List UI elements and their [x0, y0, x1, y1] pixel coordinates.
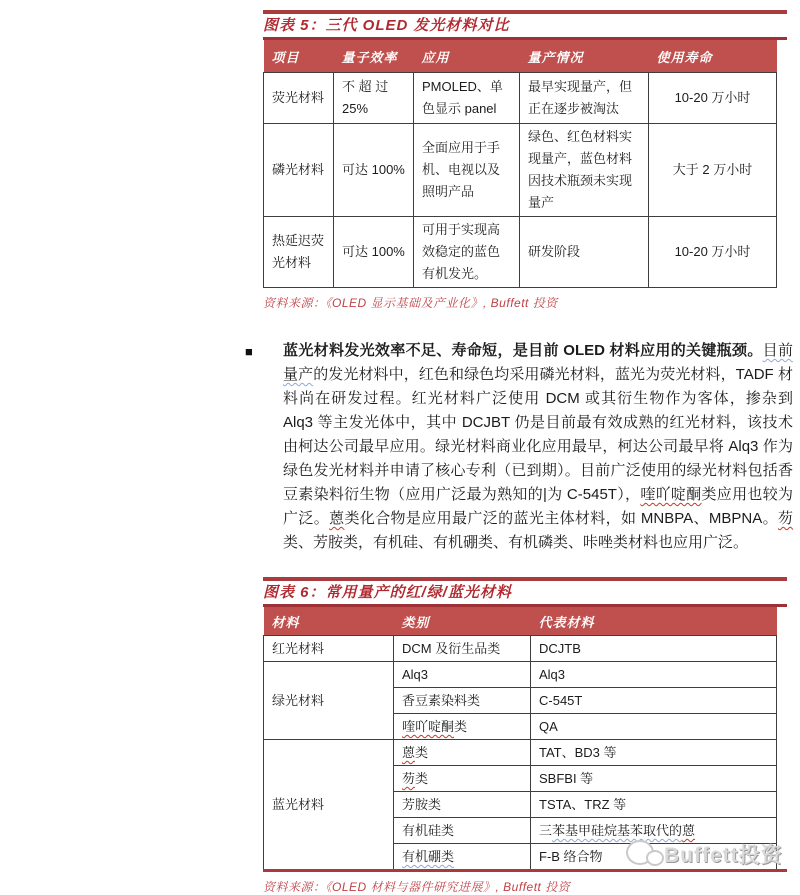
table-cell: DCJTB — [531, 636, 777, 662]
figure5-top-rule — [263, 10, 787, 14]
table-cell: 可用于实现高效稳定的蓝色有机发光。 — [414, 217, 520, 288]
paragraph-segment: 类化合物是应用最广泛的蓝光主体材料，如 MNBPA、MBPNA。 — [344, 510, 778, 527]
figure6-col-header: 材料 — [264, 607, 394, 636]
paragraph-segment: 类应用也较为广泛。 — [283, 486, 793, 527]
watermark — [626, 838, 783, 870]
table-cell: 荧光材料 — [264, 73, 334, 124]
table-cell: 最早实现量产，但正在逐步被淘汰 — [520, 73, 649, 124]
figure6-col-header: 代表材料 — [531, 607, 777, 636]
paragraph-segment: 蒽 — [329, 510, 345, 527]
table-cell: 不 超 过 25% — [334, 73, 414, 124]
figure5-title: 图表 5：三代 OLED 发光材料对比 — [263, 17, 510, 34]
cell-segment: 蒽 — [402, 745, 416, 760]
bullet-square-icon: ■ — [245, 344, 253, 359]
paragraph-text — [283, 339, 793, 555]
figure5-table — [263, 40, 777, 288]
paragraph-segment: 芴 — [777, 510, 793, 527]
table-cell: TAT、BD3 等 — [531, 740, 777, 766]
table-cell: 大于 2 万小时 — [649, 124, 777, 217]
cell-segment: 类 — [454, 719, 468, 734]
table-cell — [394, 740, 531, 766]
paragraph-segment: 类、芳胺类，有机硅、有机硼类、有机磷类、咔唑类材料也应用广泛。 — [283, 534, 749, 551]
figure6-header-row — [264, 607, 777, 636]
table-cell — [394, 714, 531, 740]
figure6-top-rule — [263, 577, 787, 581]
table-cell: 热延迟荧光材料 — [264, 217, 334, 288]
table-cell: SBFBI 等 — [531, 766, 777, 792]
figure6-col-header: 类别 — [394, 607, 531, 636]
table-row — [264, 636, 777, 662]
table-cell: 有机硅类 — [394, 818, 531, 844]
watermark-label: Buffett投资 — [664, 844, 783, 867]
cell-segment: 有机硼类 — [402, 849, 455, 864]
figure5-col-header: 使用寿命 — [649, 40, 777, 73]
table-cell: 全面应用于手机、电视以及照明产品 — [414, 124, 520, 217]
key-point-paragraph — [245, 339, 793, 555]
table-row — [264, 662, 777, 688]
cell-segment: 蒽 — [682, 823, 696, 838]
table-cell: Alq3 — [531, 662, 777, 688]
table-cell: PMOLED、单色显示 panel — [414, 73, 520, 124]
figure6-title: 图表 6：常用量产的红/绿/蓝光材料 — [263, 584, 512, 601]
cell-segment: 芴 — [402, 771, 416, 786]
table-row — [264, 124, 777, 217]
table-cell — [394, 766, 531, 792]
paragraph-lead: 蓝光材料发光效率不足、寿命短，是目前 OLED 材料应用的关键瓶颈。 — [283, 342, 763, 359]
page-content — [245, 10, 793, 895]
table-cell: 芳胺类 — [394, 792, 531, 818]
table-cell: C-545T — [531, 688, 777, 714]
figure5-col-header: 应用 — [414, 40, 520, 73]
material-cell: 绿光材料 — [264, 662, 394, 740]
table-cell: Alq3 — [394, 662, 531, 688]
figure6-source: 资料来源：《OLED 材料与器件研究进展》, Buffett 投资 — [263, 880, 571, 894]
table-cell: 香豆素染料类 — [394, 688, 531, 714]
table-cell: 可达 100% — [334, 124, 414, 217]
table-cell: 10-20 万小时 — [649, 73, 777, 124]
table-cell: 研发阶段 — [520, 217, 649, 288]
material-cell: 红光材料 — [264, 636, 394, 662]
cell-segment: 苯基甲硅烷基苯取代的 — [552, 823, 683, 838]
table-row — [264, 73, 777, 124]
figure5-source: 资料来源：《OLED 显示基础及产业化》, Buffett 投资 — [263, 296, 558, 310]
table-cell: 绿色、红色材料实现量产，蓝色材料因技术瓶颈未实现量产 — [520, 124, 649, 217]
table-cell: DCM 及衍生品类 — [394, 636, 531, 662]
wechat-icon — [626, 838, 664, 870]
table-cell: 磷光材料 — [264, 124, 334, 217]
figure5-col-header: 量子效率 — [334, 40, 414, 73]
table-cell: 10-20 万小时 — [649, 217, 777, 288]
paragraph-segment: 喹吖啶酮 — [640, 486, 702, 503]
table-row — [264, 740, 777, 766]
figure5-header-row — [264, 40, 777, 73]
chat-bubble-small — [646, 850, 664, 866]
cell-segment: 类 — [415, 771, 429, 786]
cell-segment: 三 — [539, 823, 553, 838]
table-cell: F-B 络合物 — [531, 844, 777, 870]
table-cell — [394, 844, 531, 870]
table-row — [264, 217, 777, 288]
material-cell: 蓝光材料 — [264, 740, 394, 870]
figure5-block — [263, 10, 787, 311]
figure5-col-header: 量产情况 — [520, 40, 649, 73]
figure6-table — [263, 607, 777, 869]
cell-segment: 喹吖啶酮 — [402, 719, 455, 734]
paragraph-segment: 的发光材料中，红色和绿色均采用磷光材料，蓝光为荧光材料，TADF 材料尚在研发过程。红光材料广泛使用 DCM 或其衍生物作为客体，掺杂到 Alq3 等主发光体中，其中 DCJBT 仍是目前最有效成熟的红光材料，该技术由柯达公司最早应用。绿光材料商业化应用最早，柯达公司最早将 Alq3 作为绿色发光材料并申请了核心专利（已到期）。目前广泛使用的绿光材料包括香豆素染料衍生物（应用广泛最为熟知的|为 C-545T）， — [283, 366, 793, 503]
table-cell: TSTA、TRZ 等 — [531, 792, 777, 818]
table-cell: QA — [531, 714, 777, 740]
table-cell: 可达 100% — [334, 217, 414, 288]
figure5-col-header: 项目 — [264, 40, 334, 73]
paragraph-segment: 目前量产 — [283, 342, 793, 383]
cell-segment: 类 — [415, 745, 429, 760]
